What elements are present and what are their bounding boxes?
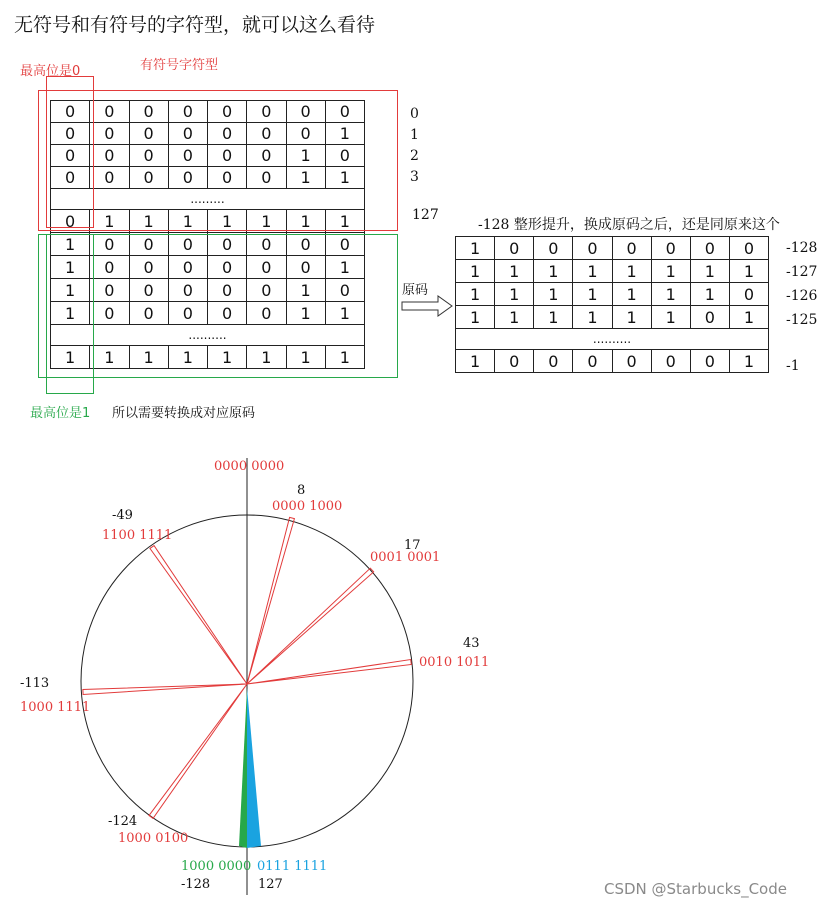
min-value-label: -128 [181,877,211,892]
bit-cell: 1 [208,346,247,369]
bit-cell: 0 [90,233,129,256]
point-bits: 0001 0001 [370,550,441,565]
bit-cell: 1 [90,210,129,233]
bit-cell: 0 [168,145,207,167]
bit-cell: 1 [495,306,534,329]
msb-one-label: 最高位是1 [30,406,91,421]
page-title: 无符号和有符号的字符型，就可以这么看待 [14,14,376,36]
side-value: -125 [786,312,818,328]
bit-cell: 1 [573,306,612,329]
bit-cell: 1 [286,210,325,233]
bit-cell: 0 [690,350,729,373]
bit-cell: 0 [247,233,286,256]
bit-cell: 0 [129,256,168,279]
bit-cell: 0 [729,283,768,306]
bit-cell: 0 [325,279,364,302]
bit-cell: 1 [129,210,168,233]
bit-cell: 0 [247,256,286,279]
bit-cell: 1 [325,210,364,233]
bit-cell: 1 [129,346,168,369]
bit-cell: 0 [612,237,651,260]
bit-cell: 0 [247,123,286,145]
bit-cell: 0 [208,279,247,302]
bit-cell: 0 [168,279,207,302]
point-bits: 1000 0100 [118,831,189,846]
bit-cell: 0 [168,233,207,256]
bit-cell: 0 [168,167,207,189]
side-value: 1 [410,127,419,143]
bit-cell: 0 [534,237,573,260]
bit-cell: 0 [325,145,364,167]
bit-cell: 1 [534,306,573,329]
bit-cell: 0 [573,350,612,373]
bit-cell: 0 [129,233,168,256]
bit-cell: 1 [534,283,573,306]
bit-cell: 0 [168,302,207,325]
bit-cell: 1 [612,260,651,283]
bit-cell: 0 [286,233,325,256]
point-value: 17 [404,538,421,553]
side-value: 127 [412,207,439,223]
bit-cell: 1 [651,260,690,283]
bit-cell: 0 [51,123,90,145]
watermark: CSDN @Starbucks_Code [604,880,787,898]
bit-cell: 1 [651,283,690,306]
original-code-label: 原码 [402,283,429,298]
bit-cell: 0 [129,279,168,302]
bit-cell: 1 [573,260,612,283]
bit-cell: 0 [90,101,129,123]
bit-cell: 1 [690,283,729,306]
bit-cell: 1 [51,279,90,302]
max-bits-label: 0111 1111 [257,859,328,874]
bit-cell: 1 [286,302,325,325]
bit-cell: 0 [247,279,286,302]
bit-cell: 1 [612,283,651,306]
bit-cell: 1 [456,283,495,306]
bit-cell: 0 [690,237,729,260]
bit-cell: 1 [286,279,325,302]
bit-cell: 0 [208,233,247,256]
bit-cell: 1 [325,256,364,279]
bit-cell: 0 [208,101,247,123]
point-bits: 1000 1111 [20,700,91,715]
bit-cell: 0 [129,101,168,123]
point-bits: 0000 1000 [272,499,343,514]
spoke [83,684,247,694]
bit-cell: 0 [534,350,573,373]
bit-cell: 0 [168,101,207,123]
bit-cell: 1 [51,346,90,369]
bit-cell: 1 [168,210,207,233]
bit-cell: 0 [651,350,690,373]
bit-cell: 0 [168,123,207,145]
bit-cell: 1 [247,210,286,233]
point-value: 8 [297,483,306,498]
bit-cell: 0 [51,167,90,189]
bit-cell: 1 [51,256,90,279]
bit-cell: 0 [129,167,168,189]
ellipsis: .......... [51,325,365,346]
point-bits: 0010 1011 [419,655,490,670]
bit-cell: 0 [51,145,90,167]
ellipsis: .......... [456,329,769,350]
bit-cell: 0 [247,101,286,123]
max-value-label: 127 [258,877,283,892]
bit-cell: 1 [208,210,247,233]
bit-cell: 1 [286,145,325,167]
msb-zero-label: 最高位是0 [20,64,81,79]
bit-cell: 1 [286,167,325,189]
conversion-note: 所以需要转换成对应原码 [112,406,256,421]
bit-cell: 0 [208,123,247,145]
signed-char-label: 有符号字符型 [140,58,219,73]
bit-cell: 0 [51,101,90,123]
bit-cell: 1 [456,350,495,373]
spoke [150,546,247,684]
bit-cell: 0 [90,145,129,167]
ellipsis: ......... [51,189,365,210]
bit-cell: 1 [325,123,364,145]
bit-cell: 0 [286,101,325,123]
bit-cell: 0 [247,145,286,167]
bit-cell: 1 [573,283,612,306]
bit-cell: 1 [325,346,364,369]
bit-cell: 0 [286,123,325,145]
side-value: -126 [786,288,818,304]
bit-cell: 0 [51,210,90,233]
side-value: 3 [410,169,419,185]
min-bits-label: 1000 0000 [181,859,252,874]
spoke [247,568,374,684]
bit-cell: 0 [208,256,247,279]
bit-cell: 0 [651,237,690,260]
bit-cell: 0 [90,123,129,145]
bit-cell: 0 [90,302,129,325]
bit-cell: 0 [247,167,286,189]
side-value: -127 [786,264,818,280]
bit-cell: 1 [534,260,573,283]
bit-cell: 0 [129,145,168,167]
side-value: -128 [786,240,818,256]
bit-cell: 0 [208,167,247,189]
bit-cell: 0 [208,302,247,325]
right-heading: -128 整形提升，换成原码之后，还是同原来这个 [478,217,780,233]
bit-cell: 0 [612,350,651,373]
point-value: -113 [20,676,50,691]
side-value: -1 [786,358,800,374]
bit-cell: 0 [208,145,247,167]
bit-cell: 1 [325,167,364,189]
bit-cell: 1 [456,306,495,329]
spoke [247,517,294,684]
spoke [247,660,411,684]
bit-cell: 1 [51,302,90,325]
side-value: 2 [410,148,419,164]
bit-cell: 1 [168,346,207,369]
bit-cell: 1 [612,306,651,329]
bit-cell: 1 [325,302,364,325]
bit-cell: 1 [90,346,129,369]
bit-cell: 0 [325,101,364,123]
bit-cell: 1 [729,260,768,283]
bit-cell: 1 [247,346,286,369]
top-bits-label: 0000 0000 [214,459,285,474]
side-value: 0 [410,106,419,122]
bit-cell: 1 [690,260,729,283]
bit-cell: 1 [729,350,768,373]
bit-cell: 0 [495,237,534,260]
bit-cell: 0 [690,306,729,329]
bit-cell: 0 [247,302,286,325]
bit-cell: 0 [325,233,364,256]
point-bits: 1100 1111 [102,528,173,543]
point-value: -124 [108,814,138,829]
bit-cell: 1 [51,233,90,256]
bit-cell: 1 [651,306,690,329]
bit-cell: 0 [573,237,612,260]
bit-cell: 1 [495,283,534,306]
bit-cell: 0 [129,123,168,145]
spoke [149,684,247,818]
bit-cell: 1 [729,306,768,329]
bit-cell: 0 [90,279,129,302]
bit-cell: 0 [90,167,129,189]
bit-cell: 1 [495,260,534,283]
bit-cell: 0 [495,350,534,373]
point-value: 43 [463,636,480,651]
negative-wedge [239,688,247,848]
bit-cell: 0 [90,256,129,279]
bit-cell: 0 [129,302,168,325]
bit-cell: 1 [456,260,495,283]
point-value: -49 [112,508,133,523]
bit-cell: 0 [168,256,207,279]
positive-wedge [247,688,261,848]
bit-cell: 1 [456,237,495,260]
bit-cell: 0 [286,256,325,279]
bit-cell: 0 [729,237,768,260]
bit-cell: 1 [286,346,325,369]
